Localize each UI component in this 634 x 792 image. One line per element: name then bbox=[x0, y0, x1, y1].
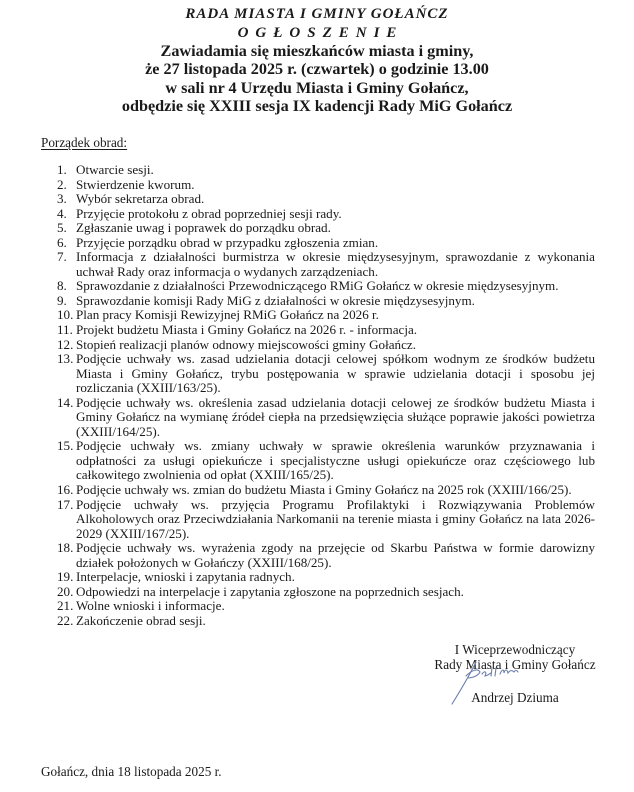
agenda-item-number: 12. bbox=[57, 336, 74, 352]
agenda-item bbox=[57, 541, 595, 570]
agenda-item bbox=[57, 352, 595, 396]
agenda-item bbox=[57, 396, 595, 440]
agenda-item-text: Podjęcie uchwały ws. wyrażenia zgody na przejęcie od Skarbu Państwa w formie darowizny działek położonych w Gołańczy (XXIII/168/25). bbox=[76, 540, 595, 570]
agenda-item-text: Podjęcie uchwały ws. określenia zasad udzielania dotacji celowej ze środków budżetu Miasta i Gminy Gołańcz na wymianę źródeł ciepła na przedsięwzięcia służące poprawie jakości powietrza (XXIII/164/25). bbox=[76, 394, 595, 439]
agenda-item-text: Wybór sekretarza obrad. bbox=[76, 191, 205, 207]
agenda-item-number: 16. bbox=[57, 482, 74, 498]
agenda-item-number: 20. bbox=[57, 583, 74, 599]
agenda-item-number: 14. bbox=[57, 394, 74, 410]
agenda-item-number: 5. bbox=[57, 220, 67, 236]
agenda-item-text: Przyjęcie porządku obrad w przypadku zgłoszenia zmian. bbox=[76, 234, 379, 250]
agenda-item-number: 6. bbox=[57, 234, 67, 250]
agenda-item-text: Podjęcie uchwały ws. zasad udzielania dotacji celowej spółkom wodnym ze środków budżetu Miasta i Gminy Gołańcz, trybu postępowania w sprawie udzielania dotacji i sposobu jej rozliczania (XXIII/163/25). bbox=[76, 351, 595, 396]
agenda-item-text: Podjęcie uchwały ws. zmian do budżetu Miasta i Gminy Gołańcz na 2025 rok (XXIII/166/25). bbox=[76, 482, 572, 498]
agenda-item bbox=[57, 323, 595, 338]
agenda-item-text: Przyjęcie protokołu z obrad poprzedniej sesji rady. bbox=[76, 205, 342, 221]
agenda-item-text: Plan pracy Komisji Rewizyjnej RMiG Gołańcz na 2026 r. bbox=[76, 307, 379, 323]
council-name: RADA MIASTA I GMINY GOŁAŃCZ bbox=[185, 6, 449, 22]
agenda-item-number: 15. bbox=[57, 438, 74, 454]
agenda-item bbox=[57, 192, 595, 207]
agenda-item bbox=[57, 308, 595, 323]
agenda-item-text: Podjęcie uchwały ws. przyjęcia Programu Profilaktyki i Rozwiązywania Problemów Alkoholowych oraz Przeciwdziałania Narkomanii na terenie miasta i gminy Gołańcz na lata 2026-2029 (XXIII/167/25). bbox=[76, 496, 595, 541]
agenda-item bbox=[57, 498, 595, 542]
agenda-item-number: 22. bbox=[57, 612, 74, 628]
agenda-item bbox=[57, 163, 595, 178]
place-and-date: Gołańcz, dnia 18 listopada 2025 r. bbox=[41, 764, 222, 779]
agenda-item-number: 8. bbox=[57, 278, 67, 294]
agenda-item-text: Odpowiedzi na interpelacje i zapytania zgłoszone na poprzednich sesjach. bbox=[76, 583, 464, 599]
header-line-4: odbędzie się XXIII sesja IX kadencji Rady MiG Gołańcz bbox=[121, 97, 513, 116]
agenda-item-number: 2. bbox=[57, 176, 67, 192]
agenda-item bbox=[57, 178, 595, 193]
agenda-item-text: Interpelacje, wnioski i zapytania radnych. bbox=[76, 569, 295, 585]
agenda-item-number: 7. bbox=[57, 249, 67, 265]
agenda-item-text: Wolne wnioski i informacje. bbox=[76, 598, 225, 614]
agenda-item bbox=[57, 279, 595, 294]
agenda-item-text: Podjęcie uchwały ws. zmiany uchwały w sprawie określenia warunków przyznawania i odpłatności za usługi opiekuńcze i specjalistyczne usługi opiekuńcze oraz częściowego lub całkowitego zwolnienia od opłat (XXIII/165/25). bbox=[76, 438, 595, 483]
agenda-item bbox=[57, 439, 595, 483]
agenda-item-number: 19. bbox=[57, 569, 74, 585]
agenda-item bbox=[57, 570, 595, 585]
agenda-item bbox=[57, 599, 595, 614]
agenda-item bbox=[57, 585, 595, 600]
header-line-1: Zawiadamia się mieszkańców miasta i gminy, bbox=[160, 42, 474, 60]
signatory-name: Andrzej Dziuma bbox=[471, 690, 559, 705]
header-line-3: w sali nr 4 Urzędu Miasta i Gminy Gołańcz, bbox=[165, 78, 469, 97]
agenda-title: Porządek obrad: bbox=[41, 135, 128, 150]
announcement-title: OGŁOSZENIE bbox=[237, 25, 404, 41]
agenda-item bbox=[57, 207, 595, 222]
agenda-item-text: Zakończenie obrad sesji. bbox=[76, 612, 206, 628]
announcement-header bbox=[0, 5, 634, 116]
agenda-item-text: Informacja z działalności burmistrza w okresie międzysesyjnym, sprawozdanie z wykonania uchwał Rady oraz informacja o wydanych zarządzeniach. bbox=[76, 249, 595, 279]
signatory-role: I Wiceprzewodniczący bbox=[454, 642, 576, 657]
agenda-item bbox=[57, 250, 595, 279]
agenda-item-text: Projekt budżetu Miasta i Gminy Gołańcz na 2026 r. - informacja. bbox=[76, 322, 418, 338]
agenda-item-text: Sprawozdanie z działalności Przewodniczącego RMiG Gołańcz w okresie międzysesyjnym. bbox=[76, 278, 559, 294]
agenda-item-number: 17. bbox=[57, 496, 74, 512]
agenda-item-text: Otwarcie sesji. bbox=[76, 162, 154, 177]
agenda-item-text: Zgłaszanie uwag i poprawek do porządku obrad. bbox=[76, 220, 331, 236]
agenda-item-text: Stopień realizacji planów odnowy miejscowości gminy Gołańcz. bbox=[76, 336, 416, 352]
agenda-item-number: 11. bbox=[57, 322, 73, 338]
agenda-item-number: 1. bbox=[57, 162, 67, 177]
agenda-item-text: Stwierdzenie kworum. bbox=[76, 176, 195, 192]
agenda-item bbox=[57, 221, 595, 236]
header-line-2: że 27 listopada 2025 r. (czwartek) o godzinie 13.00 bbox=[145, 60, 489, 79]
agenda-item bbox=[57, 483, 595, 498]
agenda-item-number: 9. bbox=[57, 292, 67, 308]
agenda-list bbox=[57, 163, 595, 629]
agenda-item bbox=[57, 614, 595, 629]
signature-block bbox=[404, 642, 626, 705]
agenda-item-number: 18. bbox=[57, 540, 74, 556]
agenda-item-number: 3. bbox=[57, 191, 67, 207]
agenda-item bbox=[57, 294, 595, 309]
agenda-item-number: 4. bbox=[57, 205, 67, 221]
agenda-item-number: 10. bbox=[57, 307, 74, 323]
agenda-item-number: 13. bbox=[57, 351, 74, 367]
agenda-item-text: Sprawozdanie komisji Rady MiG z działalności w okresie międzysesyjnym. bbox=[76, 292, 475, 308]
handwritten-signature-icon bbox=[404, 672, 626, 694]
agenda-item-number: 21. bbox=[57, 598, 74, 614]
agenda-item bbox=[57, 236, 595, 251]
agenda-item bbox=[57, 338, 595, 353]
signatory-body: Rady Miasta i Gminy Gołańcz bbox=[434, 657, 596, 672]
